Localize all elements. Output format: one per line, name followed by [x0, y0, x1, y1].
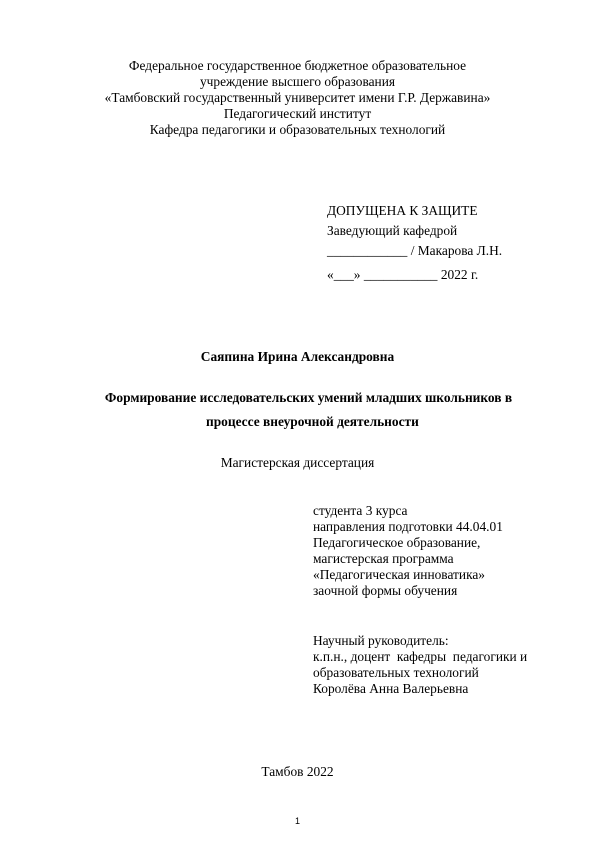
student-info-line: заочной формы обучения [313, 583, 458, 598]
supervisor-label: Научный руководитель: [313, 633, 449, 648]
student-info-line: студента 3 курса [313, 503, 408, 518]
header-line-4: Педагогический институт [223, 106, 372, 121]
header-line-2: учреждение высшего образования [199, 74, 396, 89]
supervisor-line-2: образовательных технологий [313, 665, 479, 680]
student-info-block [313, 503, 503, 599]
approval-block [327, 203, 502, 283]
supervisor-line-1: к.п.н., доцент кафедры педагогики и [313, 649, 528, 664]
student-info-line: Педагогическое образование, [313, 535, 481, 550]
thesis-title-line-2: процессе внеурочной деятельности [206, 414, 419, 429]
city-year: Тамбов 2022 [261, 764, 334, 779]
header-line-1: Федеральное государственное бюджетное образовательное [128, 58, 467, 73]
work-type: Магистерская диссертация [220, 455, 375, 470]
approval-title: ДОПУЩЕНА К ЗАЩИТЕ [327, 203, 478, 218]
thesis-title-line-1: Формирование исследовательских умений младших школьников в [104, 390, 513, 405]
supervisor-name: Королёва Анна Валерьевна [313, 681, 469, 696]
student-info-line: «Педагогическая инноватика» [313, 567, 486, 582]
header-line-5: Кафедра педагогики и образовательных технологий [149, 122, 446, 137]
supervisor-block [313, 633, 527, 697]
page-number: 1 [294, 816, 300, 826]
approval-role: Заведующий кафедрой [327, 223, 458, 238]
student-info-line: направления подготовки 44.04.01 [313, 519, 503, 534]
student-info-line: магистерская программа [313, 551, 454, 566]
approval-date-line: «___» ___________ 2022 г. [327, 267, 479, 282]
author-name: Саяпина Ирина Александровна [200, 349, 395, 364]
approval-signature-line: ____________ / Макарова Л.Н. [327, 243, 503, 258]
header-line-3: «Тамбовский государственный университет имени Г.Р. Державина» [104, 90, 491, 105]
